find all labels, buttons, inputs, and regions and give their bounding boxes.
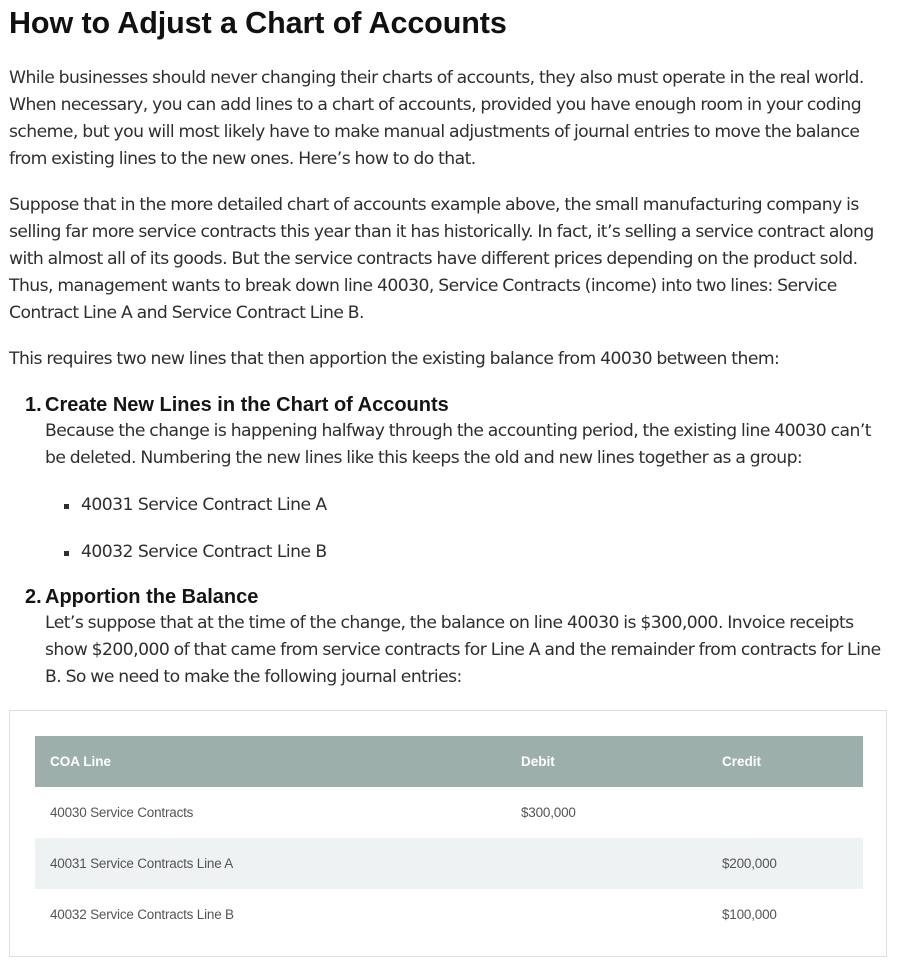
table-row xyxy=(35,838,863,889)
page-title: How to Adjust a Chart of Accounts xyxy=(9,6,507,40)
intro-paragraph: While businesses should never changing their charts of accounts, they also must operate in the real world. When necessary, you can add lines to a chart of accounts, provided you have enough room in your coding scheme, but you will most likely have to make manual adjustments of journal entries to move the balance from existing lines to the new ones. Here’s how to do that. xyxy=(9,68,864,169)
step-create-new-lines xyxy=(9,392,890,566)
step-body: Because the change is happening halfway through the accounting period, the existing line 40030 can’t be deleted. Numbering the new lines like this keeps the old and new lines together as a group: xyxy=(45,421,871,468)
column-header-debit: Debit xyxy=(506,736,707,787)
list-item xyxy=(45,539,890,566)
list-item xyxy=(45,492,890,519)
list-item-text: 40031 Service Contract Line A xyxy=(81,495,327,515)
step-heading: Apportion the Balance xyxy=(45,586,259,608)
column-header-coa-line: COA Line xyxy=(35,736,506,787)
requirement-paragraph: This requires two new lines that then apportion the existing balance from 40030 between them: xyxy=(9,349,780,369)
step-body: Let’s suppose that at the time of the change, the balance on line 40030 is $300,000. Invoice receipts show $200,000 of that came from service contracts for Line A and the remainder from contracts for Line B. So we need to make the following journal entries: xyxy=(45,613,881,687)
journal-entries-table xyxy=(35,736,863,940)
cell-coa-line: 40030 Service Contracts xyxy=(50,805,194,820)
square-bullet-icon xyxy=(64,504,69,509)
table-header-row xyxy=(35,736,863,787)
journal-entries-table-container xyxy=(9,710,887,957)
table-row xyxy=(35,889,863,940)
cell-coa-line: 40032 Service Contracts Line B xyxy=(50,907,234,922)
cell-credit: $100,000 xyxy=(722,907,777,922)
cell-coa-line: 40031 Service Contracts Line A xyxy=(35,838,506,889)
cell-debit xyxy=(506,889,707,940)
new-lines-list xyxy=(45,492,890,566)
step-apportion-balance xyxy=(9,584,890,691)
cell-debit: $300,000 xyxy=(521,805,576,820)
table-row xyxy=(35,787,863,838)
step-number: 1. xyxy=(25,394,42,416)
step-heading: Create New Lines in the Chart of Accounts xyxy=(45,394,449,416)
column-header-credit: Credit xyxy=(707,736,863,787)
example-paragraph: Suppose that in the more detailed chart of accounts example above, the small manufacturing company is selling far more service contracts this year than it has historically. In fact, it’s selling a service contract along with almost all of its goods. But the service contracts have different prices depending on the product sold. Thus, management wants to break down line 40030, Service Contracts (income) into two lines: Service Contract Line A and Service Contract Line B. xyxy=(9,195,874,323)
cell-credit: $200,000 xyxy=(707,838,863,889)
cell-debit xyxy=(506,838,707,889)
cell-credit xyxy=(707,787,863,838)
square-bullet-icon xyxy=(64,551,69,556)
steps-list xyxy=(9,392,890,691)
step-number: 2. xyxy=(25,586,42,608)
list-item-text: 40032 Service Contract Line B xyxy=(81,542,327,562)
